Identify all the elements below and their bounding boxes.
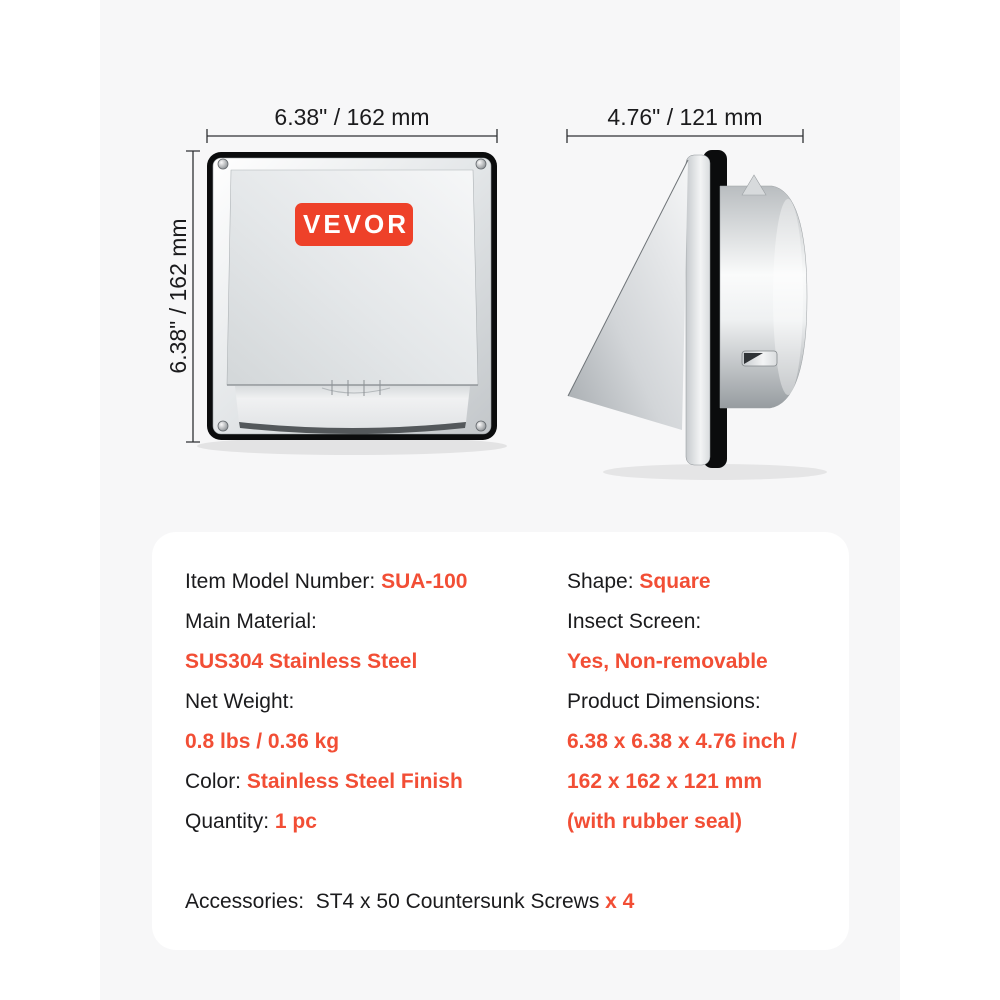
spec-value: SUS304 Stainless Steel [185,650,418,673]
spec-column-right [567,562,797,842]
spec-label: Main Material: [185,610,317,633]
spec-label: Product Dimensions: [567,690,761,713]
spec-value: (with rubber seal) [567,810,743,833]
spec-value: Yes, Non-removable [567,650,768,673]
spec-column-left [185,562,467,842]
hood-face [227,170,478,385]
spec-row [567,642,797,682]
spec-row [567,802,797,842]
spec-row [185,722,467,762]
spec-value: Square [639,570,711,593]
spec-value: 162 x 162 x 121 mm [567,770,762,793]
front-height-dimension [165,151,200,442]
vent-flap [235,386,470,428]
front-width-label: 6.38" / 162 mm [274,104,430,130]
spec-row [567,722,797,762]
spec-value: 6.38 x 6.38 x 4.76 inch / [567,730,797,753]
logo-text: VEVOR [302,209,410,239]
hood-profile [568,160,688,430]
back-plate [686,155,710,465]
front-width-dimension [207,104,497,143]
spec-value: 0.8 lbs / 0.36 kg [185,730,340,753]
spec-row [567,602,797,642]
spec-value: SUA-100 [381,570,468,593]
spec-row [567,562,797,602]
accessories-row [185,882,634,922]
spec-row [185,762,467,802]
spec-row [185,682,467,722]
spec-row [567,762,797,802]
latch [742,351,777,366]
spec-row [185,562,467,602]
spec-row [185,642,467,682]
vevor-logo [295,203,413,246]
front-view [197,152,507,455]
spec-label: Insect Screen: [567,610,702,633]
side-depth-label: 4.76" / 121 mm [607,104,763,130]
spec-label: Shape: [567,570,640,593]
product-drawing [100,80,900,520]
spec-row [185,802,467,842]
side-view [568,150,827,480]
spec-panel [152,532,849,950]
spec-label: Color: [185,770,247,793]
spec-row [567,682,797,722]
spec-value: Stainless Steel Finish [246,770,463,793]
accessories-label: Accessories: ST4 x 50 Countersunk Screws [185,890,606,913]
spec-row [185,602,467,642]
spec-value: 1 pc [274,810,317,833]
side-depth-dimension [567,104,803,143]
spec-label: Item Model Number: [185,570,382,593]
spec-label: Net Weight: [185,690,295,713]
mounting-tab [742,175,766,195]
spec-label: Quantity: [185,810,275,833]
duct-end-highlight [773,199,803,395]
front-height-label: 6.38" / 162 mm [165,218,191,374]
accessories-value: x 4 [605,890,635,913]
product-views-stage [100,80,900,520]
